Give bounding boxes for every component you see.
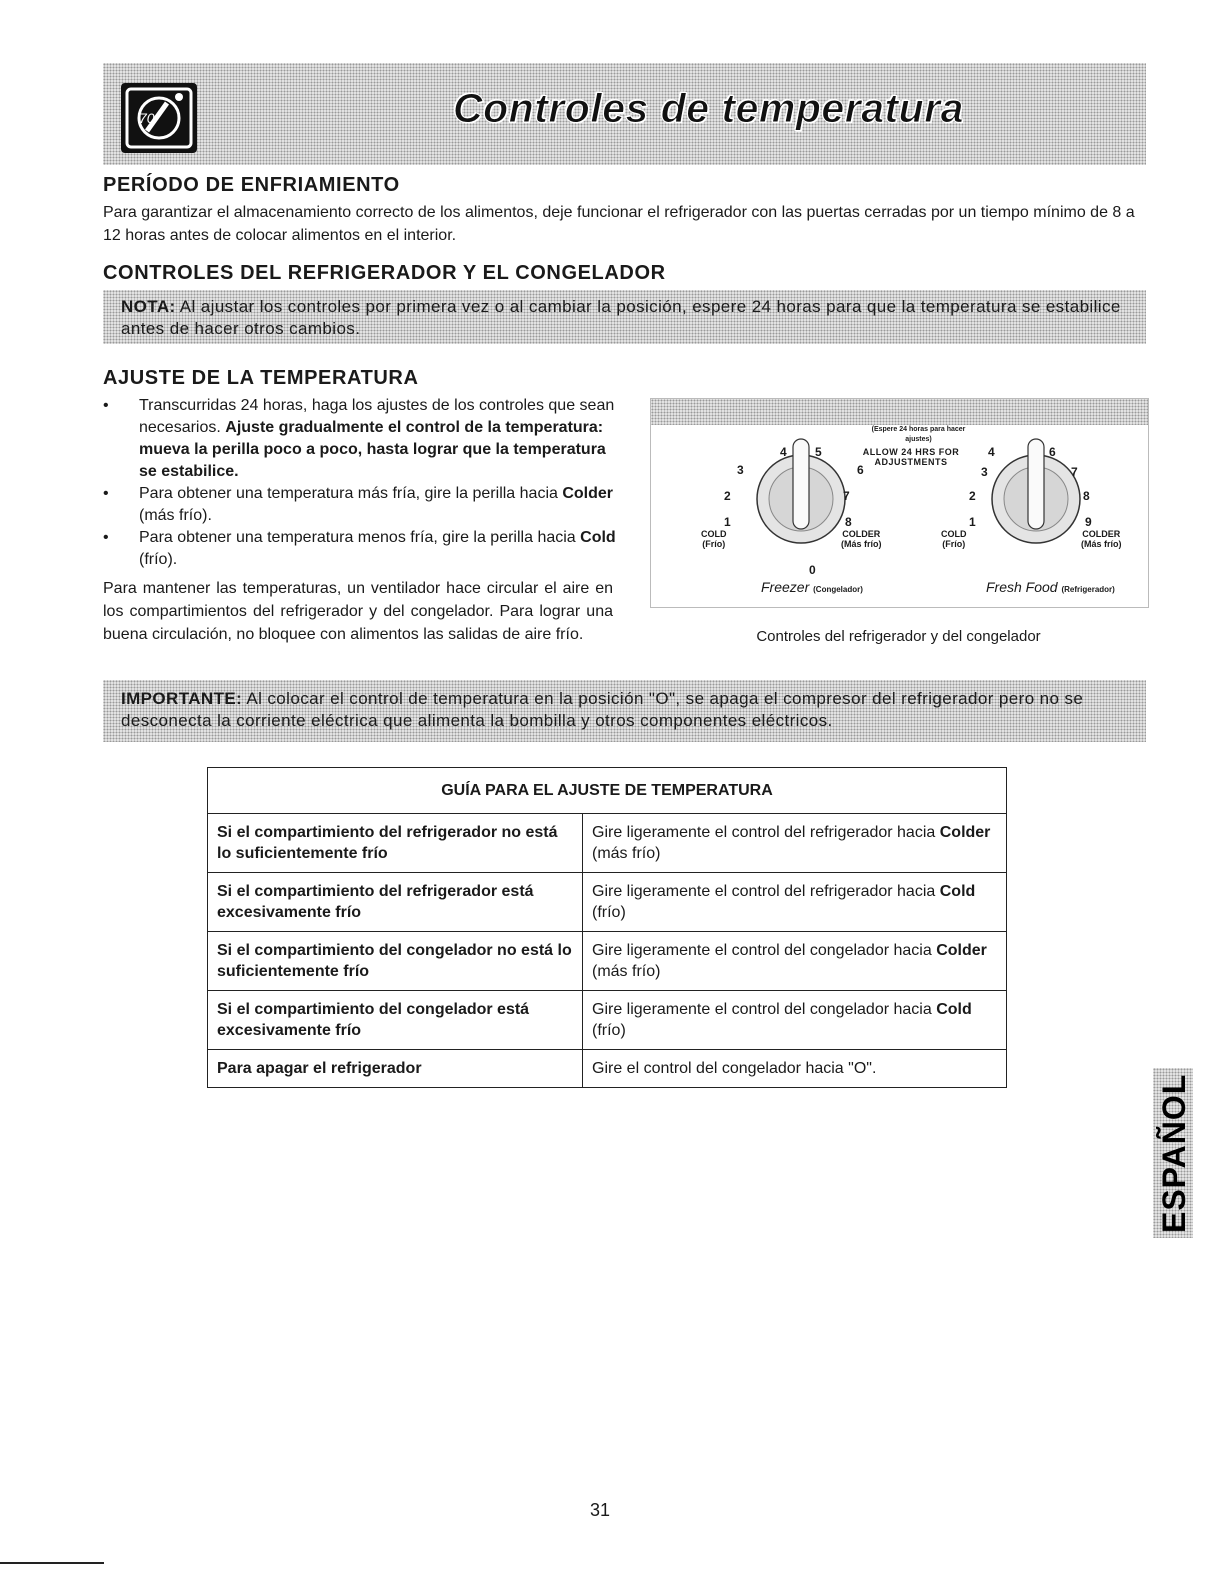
figure-body <box>651 425 1148 607</box>
temperature-guide-table <box>207 767 1007 1088</box>
figure-caption: Controles del refrigerador y del congelador <box>756 628 1041 645</box>
fresh-tick-8: 8 <box>1083 489 1090 503</box>
table-row: Para apagar el refrigerador Gire el control del congelador hacia "O". <box>208 1050 1007 1088</box>
table-row: Si el compartimiento del refrigerador está excesivamente frío Gire ligeramente el control del refrigerador hacia Cold (frío) <box>208 873 1007 932</box>
section-heading-adjust: AJUSTE DE LA TEMPERATURA <box>103 367 419 389</box>
table-title: GUÍA PARA EL AJUSTE DE TEMPERATURA <box>208 768 1007 814</box>
fresh-cold-label: COLD (Frío) <box>941 529 967 549</box>
page-title: Controles de temperatura <box>453 85 964 131</box>
freezer-name: Freezer (Congelador) <box>761 579 863 595</box>
freezer-tick-2: 2 <box>724 489 731 503</box>
freezer-knob-handle <box>793 439 809 529</box>
adjust-bullet-list <box>103 395 623 571</box>
section-heading-controls: CONTROLES DEL REFRIGERADOR Y EL CONGELADOR <box>103 262 666 284</box>
freezer-cold-label: COLD (Frío) <box>701 529 727 549</box>
note-label: NOTA: <box>121 297 176 316</box>
important-box <box>103 680 1146 742</box>
figure-header-strip <box>651 399 1148 425</box>
fresh-tick-4: 4 <box>988 445 995 459</box>
fresh-tick-3: 3 <box>981 465 988 479</box>
fresh-tick-1: 1 <box>969 515 976 529</box>
fresh-tick-9: 9 <box>1085 515 1092 529</box>
freezer-tick-7: 7 <box>843 489 850 503</box>
thermostat-dial-icon <box>121 83 197 153</box>
table-row: Si el compartimiento del refrigerador no está lo suficientemente frío Gire ligeramente el control del refrigerador hacia Colder (más frío) <box>208 814 1007 873</box>
page-number: 31 <box>590 1500 611 1520</box>
table-row: Si el compartimiento del congelador está excesivamente frío Gire ligeramente el control del congelador hacia Cold (frío) <box>208 991 1007 1050</box>
fresh-tick-2: 2 <box>969 489 976 503</box>
wait-note: (Espere 24 horas para hacer ajustes) <box>871 426 966 443</box>
allow-24-hrs-note: ALLOW 24 HRS FOR ADJUSTMENTS <box>862 447 960 467</box>
fresh-food-name: Fresh Food (Refrigerador) <box>986 579 1115 595</box>
list-item: • Para obtener una temperatura más fría, gire la perilla hacia Colder (más frío). <box>103 483 623 527</box>
freezer-colder-label: COLDER (Más frío) <box>841 529 882 549</box>
fresh-colder-label: COLDER (Más frío) <box>1081 529 1122 549</box>
note-box <box>103 290 1146 344</box>
language-tab-label: ESPAÑOL <box>1156 1073 1192 1233</box>
title-banner <box>103 63 1146 165</box>
controls-figure <box>650 398 1149 608</box>
section-heading-cooling: PERÍODO DE ENFRIAMIENTO <box>103 174 400 196</box>
cooling-paragraph: Para garantizar el almacenamiento correcto de los alimentos, deje funcionar el refrigerador con las puertas cerradas por un tiempo mínimo de 8 a 12 horas antes de colocar alimentos en el interior. <box>103 204 1135 244</box>
list-item: • Transcurridas 24 horas, haga los ajustes de los controles que sean necesarios. Ajuste gradualmente el control de la temperatura: mueva la perilla poco a poco, hasta lograr que la temperatura se estabilice. <box>103 395 623 483</box>
table-row: Si el compartimiento del congelador no está lo suficientemente frío Gire ligeramente el control del congelador hacia Colder (más frío) <box>208 932 1007 991</box>
freezer-tick-3: 3 <box>737 463 744 477</box>
freezer-tick-5: 5 <box>815 445 822 459</box>
freezer-tick-8: 8 <box>845 515 852 529</box>
important-text: Al colocar el control de temperatura en la posición "O", se apaga el compresor del refrigerador pero no se desconecta la corriente eléctrica que alimenta la bombilla y otros componentes eléctricos. <box>121 689 1084 730</box>
fresh-tick-6: 6 <box>1049 445 1056 459</box>
note-text: Al ajustar los controles por primera vez o al cambiar la posición, espere 24 horas para que la temperatura se estabilice antes de hacer otros cambios. <box>121 297 1121 338</box>
freezer-tick-1: 1 <box>724 515 731 529</box>
fresh-tick-7: 7 <box>1071 465 1078 479</box>
list-item: • Para obtener una temperatura menos fría, gire la perilla hacia Cold (frío). <box>103 527 623 571</box>
important-label: IMPORTANTE: <box>121 689 243 708</box>
fresh-food-knob-handle <box>1028 439 1044 529</box>
svg-text:70: 70 <box>139 110 155 126</box>
freezer-tick-4: 4 <box>780 445 787 459</box>
freezer-tick-0: 0 <box>809 563 816 577</box>
freezer-tick-6: 6 <box>857 463 864 477</box>
footer-rule <box>0 1562 104 1564</box>
fan-paragraph: Para mantener las temperaturas, un ventilador hace circular el aire en los compartimientos del refrigerador y del congelador. Para lograr una buena circulación, no bloquee con alimentos las salidas de aire frío. <box>103 580 613 643</box>
